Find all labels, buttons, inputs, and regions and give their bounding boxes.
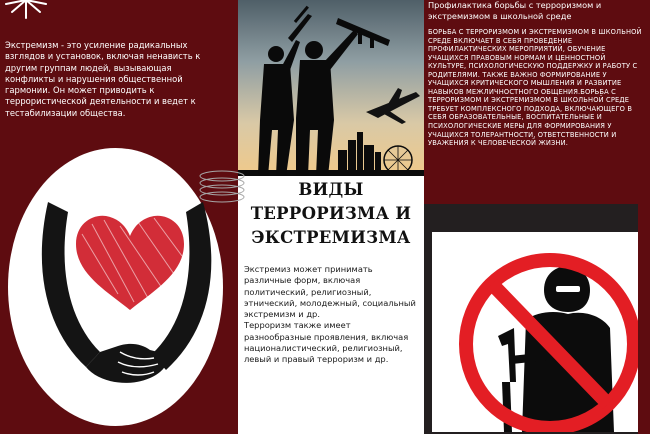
title-line: ТЕРРОРИЗМА И: [250, 204, 412, 223]
page-title: [243, 178, 419, 250]
heart-hands-icon: [38, 182, 222, 394]
types-description: [244, 264, 420, 366]
terrorism-types-paragraph: Терроризм также имеет разнообразные проявления, включая националистический, религиозный, левый и правый терроризм и др.: [244, 320, 409, 365]
extremism-definition: Экстремизм - это усиление радикальных взглядов и установок, включая ненависть к другим группам людей, вызывающая конфликты и нарушения общественной гармонии. Он может приводить к террористической деятельности и ведет к тестабилизации общества.: [5, 40, 201, 118]
no-terrorism-sign-icon: [432, 232, 638, 432]
sunburst-icon: [4, 0, 48, 24]
prevention-paragraph: БОРЬБА С ТЕРРОРИЗМОМ И ЭКСТРЕМИЗМОМ В ШКОЛЬНОЙ СРЕДЕ ВКЛЮЧАЕТ В СЕБЯ ПРОВЕДЕНИЕ ПРОФИЛАКТИЧЕСКИХ МЕРОПРИЯТИЙ, ОБУЧЕНИЕ УЧАЩИХСЯ ПРАВОВЫМ НОРМАМ И ЦЕННОСТНОЙ КУЛЬТУРЕ, ПСИХОЛОГИЧЕСКУЮ ПОДДЕРЖКУ И РАБОТУ С РОДИТЕЛЯМИ. ТАКЖЕ ВАЖНО ФОРМИРОВАНИЕ У УЧАЩИХСЯ КРИТИЧЕСКОГО МЫШЛЕНИЯ И РАЗВИТИЕ НАВЫКОВ МЕЖЛИЧНОСТНОГО ОБЩЕНИЯ.БОРЬБА С ТЕРРОРИЗМОМ И ЭКСТРЕМИЗМОМ В ШКОЛЬНОЙ СРЕДЕ ТРЕБУЕТ КОМПЛЕКСНОГО ПОДХОДА, ВКЛЮЧАЮЩЕГО В СЕБЯ ОБРАЗОВАТЕЛЬНЫЕ, ВОСПИТАТЕЛЬНЫЕ И ПСИХОЛОГИЧЕСКИЕ МЕРЫ ДЛЯ ФОРМИРОВАНИЯ У УЧАЩИХСЯ ТОЛЕРАНТНОСТИ, ОТВЕТСТВЕННОСТИ И УВАЖЕНИЯ К ЧЕЛОВЕЧЕСКОЙ ЖИЗНИ.: [428, 28, 642, 148]
extremism-types-paragraph: Экстремиз может принимать различные форм, включая политический, религиозный, этнический, молодежный, социальный экстремизм и др.: [244, 264, 416, 320]
title-line: ВИДЫ: [298, 180, 364, 199]
title-line: ЭКСТРЕМИЗМА: [251, 228, 411, 247]
terrorist-silhouette-photo: [238, 0, 424, 176]
prevention-heading: Профилактика борьбы с терроризмом и экстремизмом в школьной среде: [428, 0, 602, 21]
